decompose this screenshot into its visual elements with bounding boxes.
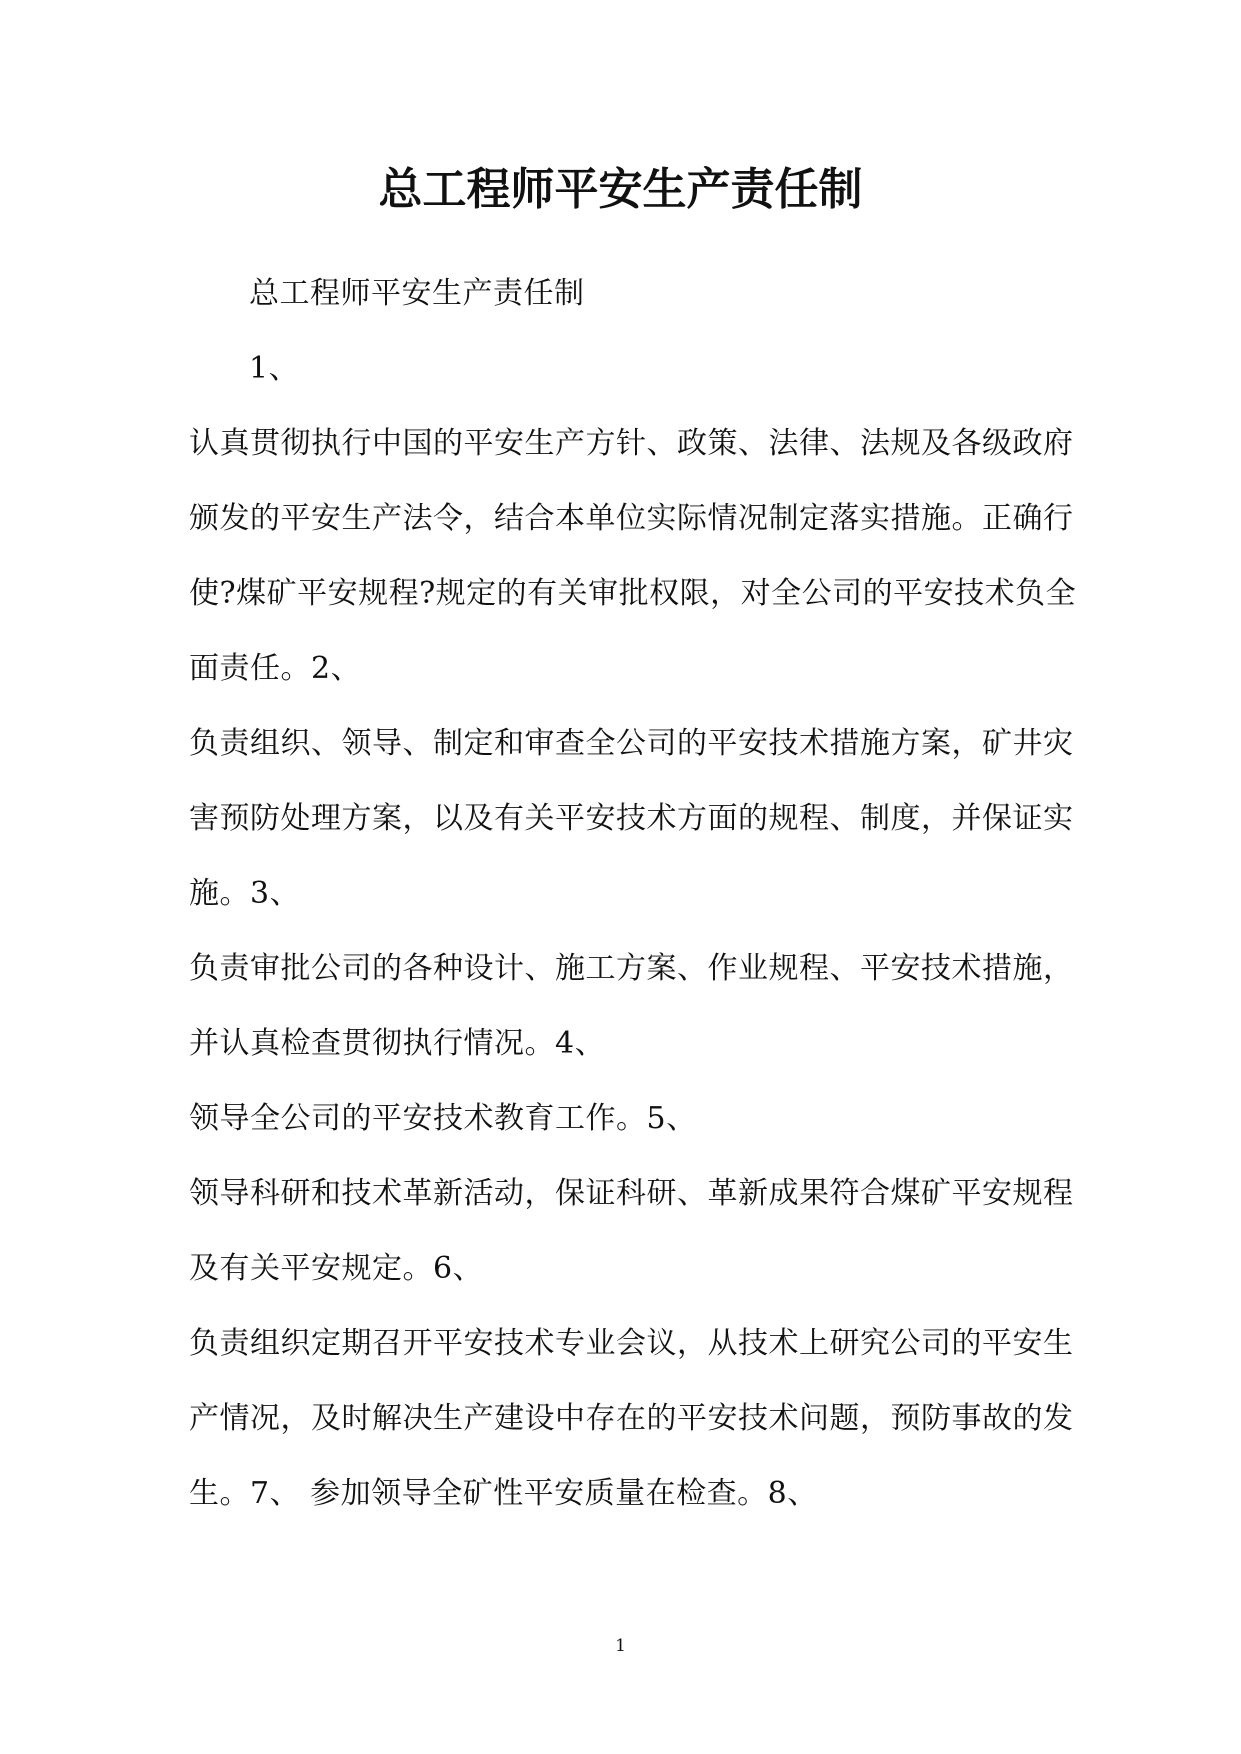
text-line: 施。3、 <box>189 876 301 911</box>
text-line: 领导全公司的平安技术教育工作。5、 <box>189 1101 697 1136</box>
document-title: 总工程师平安生产责任制 <box>378 164 863 215</box>
text-line: 面责任。2、 <box>189 651 362 686</box>
text-line: 负责审批公司的各种设计、施工方案、作业规程、平安技术措施， <box>189 951 1074 986</box>
text-line: 领导科研和技术革新活动，保证科研、革新成果符合煤矿平安规程 <box>189 1176 1074 1211</box>
text-line: 并认真检查贯彻执行情况。4、 <box>189 1026 606 1061</box>
page-number: 1 <box>615 1636 626 1656</box>
text-line: 及有关平安规定。6、 <box>189 1251 484 1286</box>
text-line: 使?煤矿平安规程?规定的有关审批权限，对全公司的平安技术负全 <box>189 576 1077 611</box>
text-line: 生。7、 参加领导全矿性平安质量在检查。8、 <box>189 1476 818 1511</box>
text-line: 负责组织、领导、制定和审查全公司的平安技术措施方案，矿井灾 <box>189 726 1074 761</box>
text-line: 负责组织定期召开平安技术专业会议，从技术上研究公司的平安生 <box>189 1326 1074 1361</box>
text-line: 产情况，及时解决生产建设中存在的平安技术问题，预防事故的发 <box>189 1401 1074 1436</box>
text-line: 害预防处理方案，以及有关平安技术方面的规程、制度，并保证实 <box>189 801 1074 836</box>
text-line: 认真贯彻执行中国的平安生产方针、政策、法律、法规及各级政府 <box>189 426 1074 461</box>
text-line: 颁发的平安生产法令，结合本单位实际情况制定落实措施。正确行 <box>189 501 1074 536</box>
document-subtitle: 总工程师平安生产责任制 <box>249 276 585 311</box>
text-line: 1、 <box>249 351 300 386</box>
